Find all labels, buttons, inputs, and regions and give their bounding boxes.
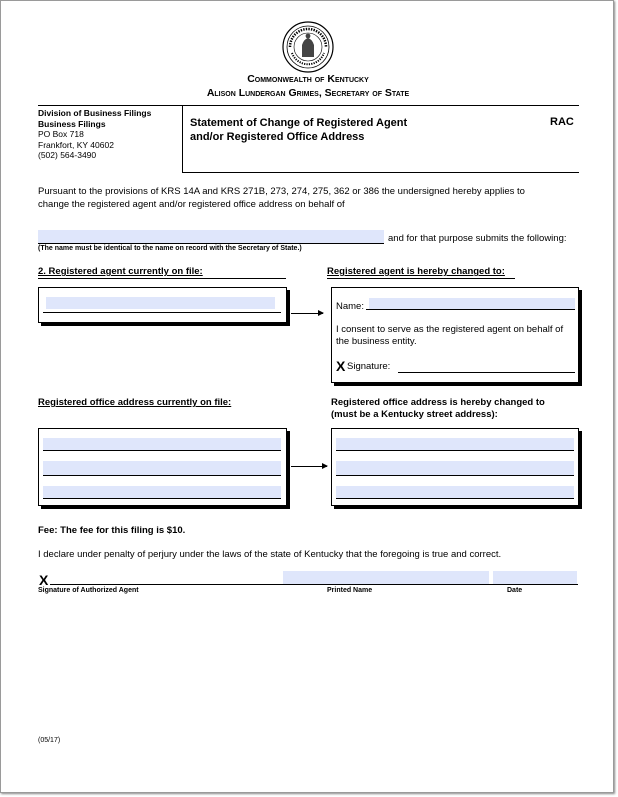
new-agent-box [331,287,579,383]
header-secretary: Alison Lundergan Grimes, Secretary of State [206,87,410,99]
agent-signature-line[interactable] [398,372,575,373]
current-office-line-2 [43,475,281,476]
new-office-line-2 [336,475,574,476]
current-agent-heading-rule [38,278,286,279]
header-commonwealth: Commonwealth of Kentucky [247,73,369,85]
header-vertical-rule [182,105,183,173]
signature-caption: Signature of Authorized Agent [38,587,139,594]
agent-name-label: Name: [336,301,364,312]
intro-text [38,185,583,211]
agent-name-line [366,309,575,310]
division-pobox: PO Box 718 [38,129,84,139]
intro-line1: Pursuant to the provisions of KRS 14A and KRS 271B, 273, 274, 275, 362 or 386 the undersigned hereby applies to [38,186,525,197]
new-office-heading-line2: (must be a Kentucky street address): [331,409,498,420]
intro-line2: change the registered agent and/or registered office address on behalf of [38,199,345,210]
agent-change-arrow [291,313,323,314]
fee-text: Fee: The fee for this filing is $10. [38,525,186,536]
new-office-heading [331,397,545,421]
division-address [38,108,178,161]
current-office-field-2[interactable] [43,461,281,475]
revision-code: (05/17) [38,737,61,744]
new-office-field-2[interactable] [336,461,574,475]
printed-name-caption: Printed Name [327,587,373,594]
kentucky-seal-icon [282,21,334,73]
form-title [190,116,510,144]
office-change-arrow [291,466,327,467]
new-office-line-1 [336,450,574,451]
current-office-field-1[interactable] [43,438,281,450]
new-office-box [331,428,579,506]
division-sub: Business Filings [38,118,106,129]
new-office-field-1[interactable] [336,438,574,450]
form-title-line2: and/or Registered Office Address [190,131,365,143]
new-office-field-3[interactable] [336,486,574,498]
division-phone: (502) 564-3490 [38,150,97,160]
current-office-heading: Registered office address currently on file: [38,397,232,408]
current-office-box [38,428,287,506]
agent-signature-label: Signature: [347,361,391,372]
authorized-signature-line[interactable] [50,584,578,585]
declaration-text: I declare under penalty of perjury under the laws of the state of Kentucky that the foregoing is true and correct. [38,549,502,560]
form-title-line1: Statement of Change of Registered Agent [190,117,408,129]
division-name: Division of Business Filings [38,108,152,118]
printed-name-field[interactable] [283,571,489,584]
name-note: (The name must be identical to the name on record with the Secretary of State.) [38,245,302,252]
new-agent-heading-rule [327,278,515,279]
header-rule-top [38,105,579,106]
agent-signature-x: X [336,358,346,374]
consent-line1: I consent to serve as the registered agent on behalf of [336,324,564,335]
signature-x: X [39,572,49,588]
new-office-heading-line1: Registered office address is hereby changed to [331,397,545,408]
date-caption: Date [507,587,523,594]
entity-name-field[interactable] [38,230,384,244]
new-agent-heading: Registered agent is hereby changed to: [327,266,505,277]
current-office-field-3[interactable] [43,486,281,498]
consent-text [336,324,576,348]
current-office-line-1 [43,450,281,451]
division-city: Frankfort, KY 40602 [38,139,114,150]
current-agent-box [38,287,287,323]
agent-name-field[interactable] [369,298,575,309]
new-office-line-3 [336,498,574,499]
header-rule-bottom [182,172,579,173]
form-code: RAC [550,116,574,128]
current-office-line-3 [43,498,281,499]
purpose-text: and for that purpose submits the following: [388,233,567,244]
current-agent-heading: 2. Registered agent currently on file: [38,266,203,277]
consent-line2: the business entity. [336,336,417,347]
current-agent-field[interactable] [46,297,275,309]
date-field[interactable] [493,571,577,584]
current-agent-line [43,312,281,313]
